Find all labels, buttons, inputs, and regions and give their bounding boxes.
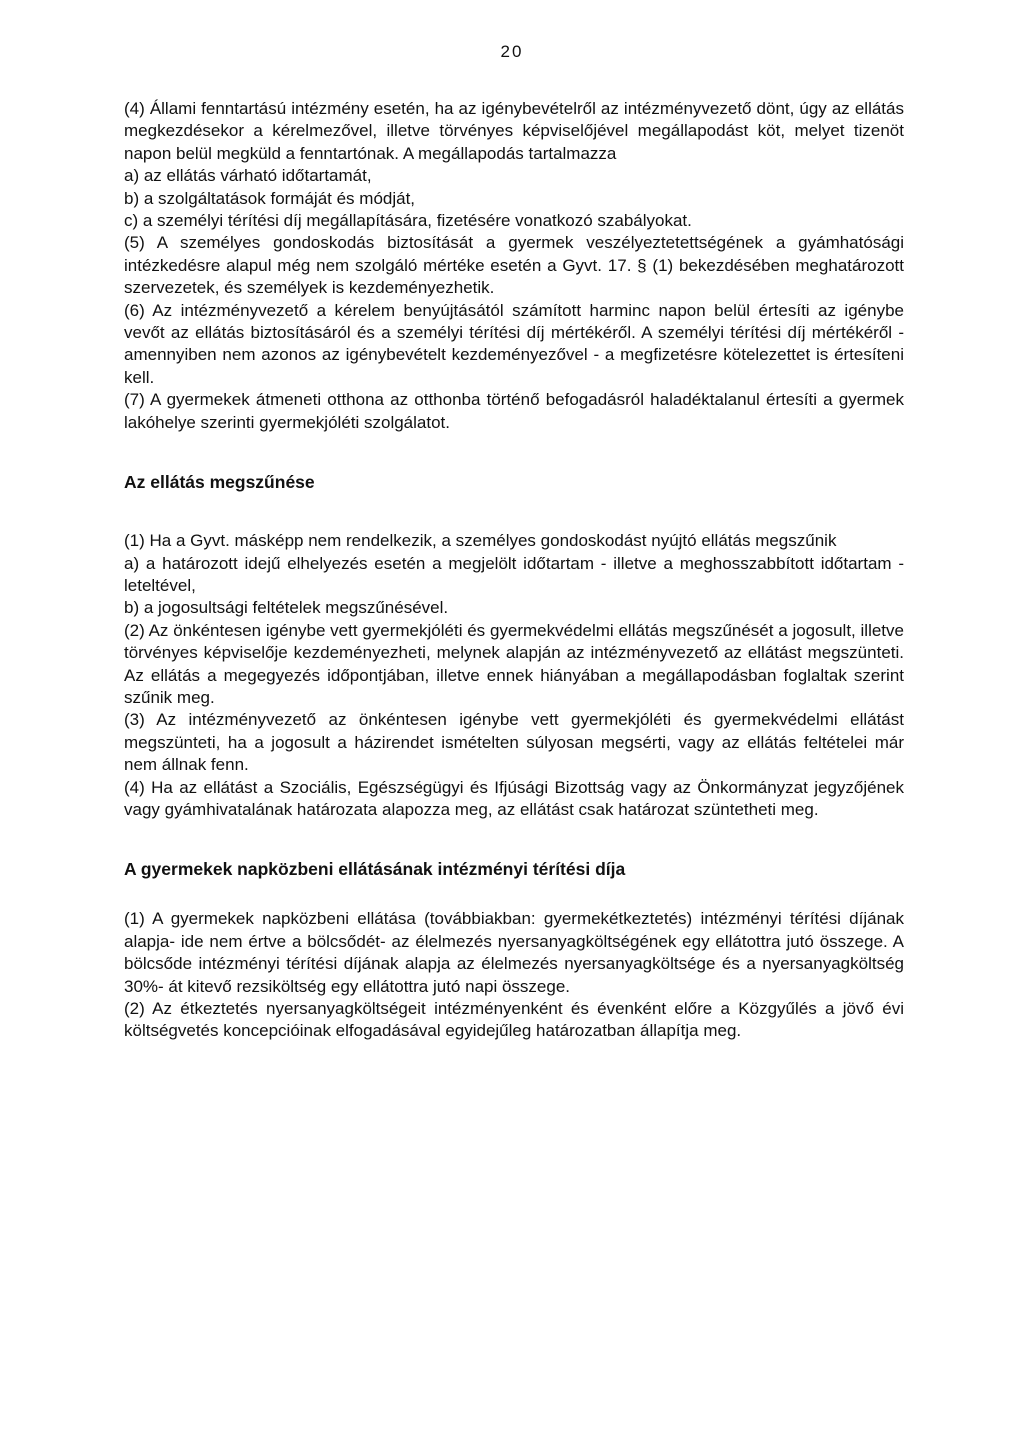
spacer — [124, 880, 904, 908]
list-item: a) a határozott idejű elhelyezés esetén a megjelölt időtartam - illetve a meghosszabbított időtartam - leteltével, — [124, 553, 904, 595]
paragraph: (6) Az intézményvezető a kérelem benyújtásától számított harminc napon belül értesíti az igénybe vevőt az ellátás biztosításáról és a személyi térítési díj mértékéről. A személyi térítési díj mértékéről - amennyiben nem azonos az igénybevételt kezdeményezővel - a megfizetésre kötelezettet is értesíteni kell. — [124, 300, 904, 387]
document-body — [124, 98, 904, 1043]
spacer — [124, 434, 904, 471]
page-number: 20 — [500, 42, 524, 61]
paragraph: (2) Az étkeztetés nyersanyagköltségeit intézményenként és évenként előre a Közgyűlés a jövő évi költségvetés koncepcióinak elfogadásával egyidejűleg határozatban állapítja meg. — [124, 999, 904, 1041]
paragraph: (4) Ha az ellátást a Szociális, Egészségügyi és Ifjúsági Bizottság vagy az Önkormányzat jegyzőjének vagy gyámhivatalának határozata alapozza meg, az ellátást csak határozat szüntetheti meg. — [124, 777, 904, 819]
spacer — [124, 821, 904, 858]
paragraph: (7) A gyermekek átmeneti otthona az otthonba történő befogadásról haladéktalanul értesíti a gyermek lakóhelye szerinti gyermekjóléti szolgálatot. — [124, 390, 904, 432]
spacer — [124, 493, 904, 530]
paragraph: (2) Az önkéntesen igénybe vett gyermekjóléti és gyermekvédelmi ellátás megszűnését a jogosult, illetve törvényes képviselője kezdeményezheti, melynek alapján az intézményvezető az ellátást megszünteti. Az ellátás a megegyezés időpontjában, illetve ennek hiányában a megállapodásban foglaltak szerint szűnik meg. — [124, 620, 904, 707]
list-item: a) az ellátás várható időtartamát, — [124, 166, 372, 186]
section-heading: A gyermekek napközbeni ellátásának intézményi térítési díja — [124, 859, 626, 880]
list-item: b) a jogosultsági feltételek megszűnésével. — [124, 598, 449, 618]
list-item: b) a szolgáltatások formáját és módját, — [124, 188, 416, 208]
paragraph: (5) A személyes gondoskodás biztosítását a gyermek veszélyeztetettségének a gyámhatósági intézkedésre alapul még nem szolgáló mértéke esetén a Gyvt. 17. § (1) bekezdésében meghatározott szervezetek, és személyek is kezdeményezhetik. — [124, 233, 904, 298]
paragraph: (3) Az intézményvezető az önkéntesen igénybe vett gyermekjóléti és gyermekvédelmi ellátást megszünteti, ha a jogosult a házirendet ismételten súlyosan megsérti, vagy az ellátás feltételei már nem állnak fenn. — [124, 710, 904, 775]
paragraph: (1) Ha a Gyvt. másképp nem rendelkezik, a személyes gondoskodást nyújtó ellátás megszűnik — [124, 531, 837, 551]
list-item: c) a személyi térítési díj megállapítására, fizetésére vonatkozó szabályokat. — [124, 211, 692, 231]
paragraph: (1) A gyermekek napközbeni ellátása (továbbiakban: gyermekétkeztetés) intézményi térítési díjának alapja- ide nem értve a bölcsődét- az élelmezés nyersanyagköltségének egy ellátottra jutó összege. A bölcsőde intézményi térítési díjának alapja az élelmezés nyersanyagköltsége és a nyersanyagköltség 30%- át kitevő rezsiköltség egy ellátottra jutó napi összege. — [124, 909, 904, 996]
paragraph: (4) Állami fenntartású intézmény esetén, ha az igénybevételről az intézményvezető dönt, úgy az ellátás megkezdésekor a kérelmezővel, illetve törvényes képviselőjével megállapodást köt, melyet tizenöt napon belül megküld a fenntartónak. A megállapodás tartalmazza — [124, 99, 904, 163]
section-heading: Az ellátás megszűnése — [124, 472, 315, 493]
